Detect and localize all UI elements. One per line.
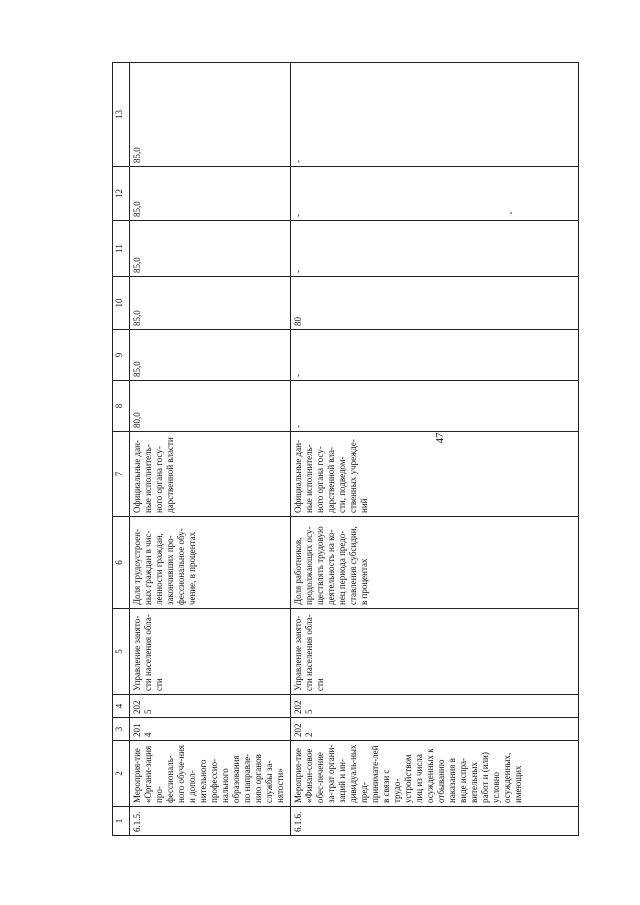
value-col-10: 85,0 bbox=[130, 277, 291, 330]
value-col-11: 85,0 bbox=[130, 221, 291, 277]
header-cell: 6 bbox=[113, 517, 130, 609]
header-cell: 2 bbox=[113, 741, 130, 807]
data-source: Официальные дан-ные исполнитель-ного органа госу-дарственной вла-сти, подведом-ственных учрежде-ний bbox=[291, 432, 579, 517]
value-col-13: - bbox=[291, 63, 579, 167]
header-cell: 4 bbox=[113, 695, 130, 718]
indicator: Доля работников, продолжающих осу-ществлять трудовую деятельность на ко-нец периода предо-ставления субсидии, в процентах bbox=[291, 517, 579, 609]
value-col-8: 80,0 bbox=[130, 381, 291, 432]
table-row bbox=[291, 63, 579, 836]
header-row bbox=[113, 63, 130, 836]
event-name: Мероприя-тие «Органи-зация про-фессиональ-ного обуче-ния и допол-нительного профессио-нального образования по направле-нию органов службы за-нятости» bbox=[130, 741, 291, 807]
value-col-12: 85,0 bbox=[130, 167, 291, 221]
value-col-11: - bbox=[291, 221, 579, 277]
header-cell: 7 bbox=[113, 432, 130, 517]
table-row bbox=[130, 63, 291, 836]
header-cell: 12 bbox=[113, 167, 130, 221]
executor: Управление занято-сти населения обла-сти bbox=[130, 609, 291, 695]
value-col-10: 80 bbox=[291, 277, 579, 330]
end-year: 2025 bbox=[291, 695, 579, 718]
indicator: Доля трудоустроен-ных граждан в чис-ленности граждан, закончивших про-фессиональное обу-чение, в процентах bbox=[130, 517, 291, 609]
header-cell: 13 bbox=[113, 63, 130, 167]
start-year: 2022 bbox=[291, 718, 579, 741]
row-id: 6.1.5. bbox=[130, 807, 291, 836]
executor: Управление занято-сти населения обла-сти bbox=[291, 609, 579, 695]
value-col-8: - bbox=[291, 381, 579, 432]
value-col-9: 85,0 bbox=[130, 330, 291, 381]
start-year: 2014 bbox=[130, 718, 291, 741]
row-id: 6.1.6. bbox=[291, 807, 579, 836]
header-cell: 3 bbox=[113, 718, 130, 741]
header-cell: 10 bbox=[113, 277, 130, 330]
rotated-table-container bbox=[112, 63, 581, 836]
header-cell: 8 bbox=[113, 381, 130, 432]
value-col-13: 85,0 bbox=[130, 63, 291, 167]
header-cell: 1 bbox=[113, 807, 130, 836]
end-year: 2025 bbox=[130, 695, 291, 718]
indicator-table bbox=[112, 62, 579, 836]
header-cell: 9 bbox=[113, 330, 130, 381]
event-name: Мероприя-тие «Финан-совое обес-печение за-трат органи-заций и ин-дивидуаль-ных пред-принимате-лей в связи с трудо-устройством лиц из числа осужденных к отбыванию наказания в виде испра-вительных работ и (или) условно осужденных, имеющих bbox=[291, 741, 579, 807]
data-source: Официальные дан-ные исполнитель-ного органа госу-дарственной власти bbox=[130, 432, 291, 517]
value-col-12: - bbox=[291, 167, 579, 221]
header-cell: 11 bbox=[113, 221, 130, 277]
value-col-9: - bbox=[291, 330, 579, 381]
page-number: 47 bbox=[434, 432, 446, 444]
header-cell: 5 bbox=[113, 609, 130, 695]
